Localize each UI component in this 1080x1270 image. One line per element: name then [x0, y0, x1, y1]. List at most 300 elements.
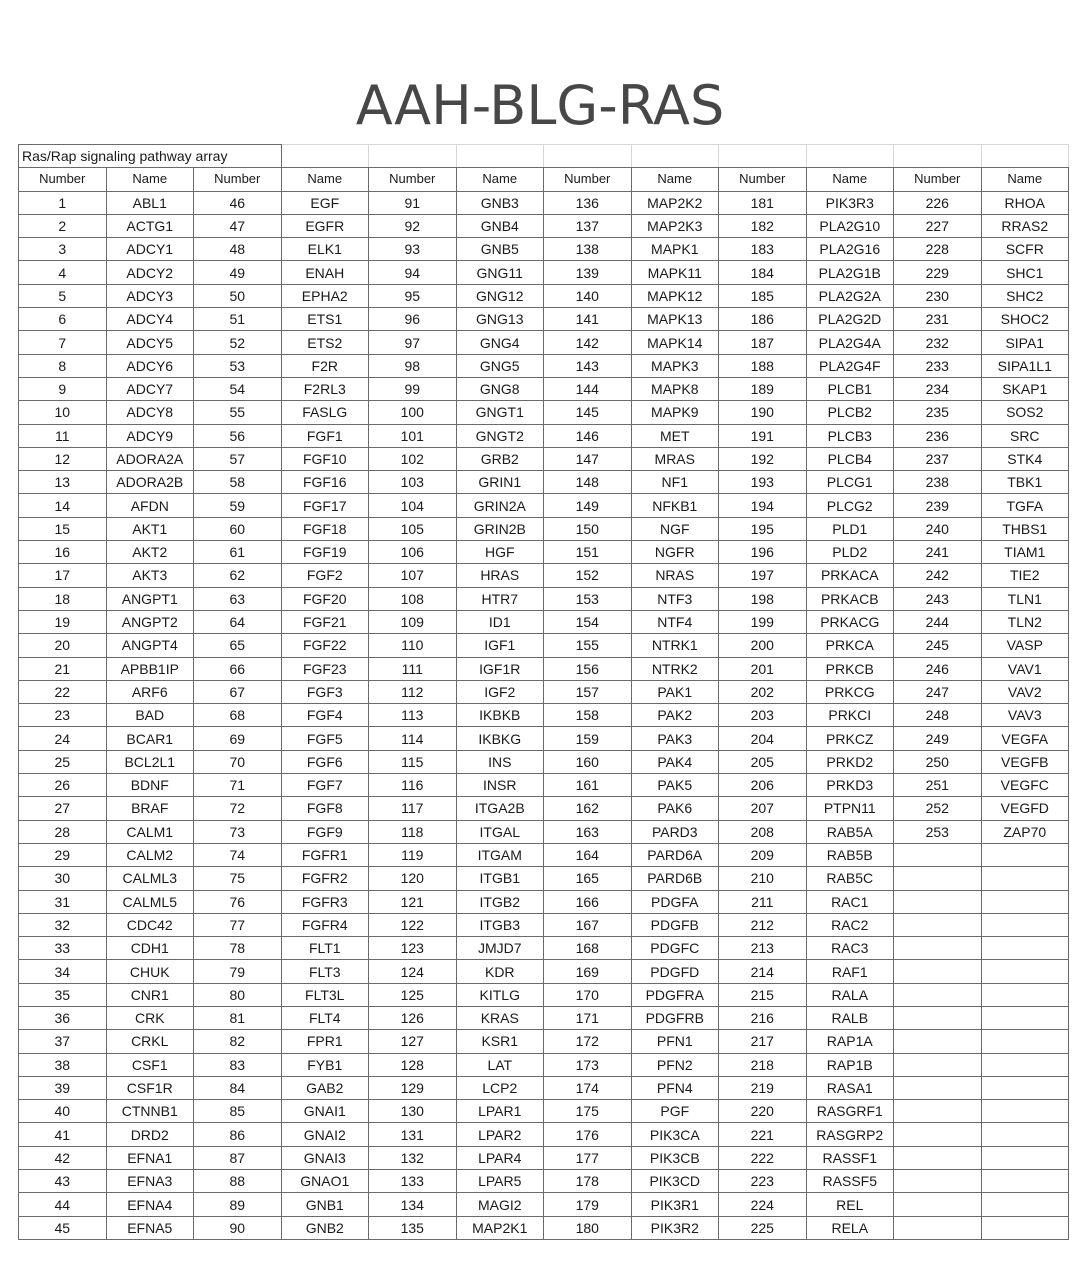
- gene-name-cell: PAK1: [631, 680, 719, 703]
- number-cell: 30: [19, 867, 107, 890]
- number-cell: 153: [544, 587, 632, 610]
- number-cell: 65: [194, 634, 282, 657]
- gene-name-cell: PDGFRB: [631, 1006, 719, 1029]
- gene-name-cell: FGF19: [281, 541, 369, 564]
- gene-name-cell: FGF4: [281, 704, 369, 727]
- header-number: Number: [19, 168, 107, 191]
- number-cell: 227: [894, 214, 982, 237]
- gene-name-cell: [981, 1006, 1069, 1029]
- number-cell: 25: [19, 750, 107, 773]
- gene-name-cell: GNB3: [456, 191, 544, 214]
- number-cell: 69: [194, 727, 282, 750]
- gene-name-cell: CRK: [106, 1006, 194, 1029]
- number-cell: 192: [719, 447, 807, 470]
- gene-name-cell: ADCY5: [106, 331, 194, 354]
- number-cell: [894, 867, 982, 890]
- number-cell: 61: [194, 541, 282, 564]
- table-row: [19, 750, 1069, 773]
- number-cell: 70: [194, 750, 282, 773]
- table-row: [19, 1053, 1069, 1076]
- gene-name-cell: MAPK13: [631, 308, 719, 331]
- gene-name-cell: FGF20: [281, 587, 369, 610]
- gene-name-cell: ADORA2A: [106, 447, 194, 470]
- number-cell: 241: [894, 541, 982, 564]
- number-cell: 64: [194, 610, 282, 633]
- number-cell: 34: [19, 960, 107, 983]
- header-number: Number: [894, 168, 982, 191]
- number-cell: 161: [544, 774, 632, 797]
- gene-name-cell: RELA: [806, 1216, 894, 1239]
- number-cell: 186: [719, 308, 807, 331]
- gene-name-cell: MAPK11: [631, 261, 719, 284]
- number-cell: 49: [194, 261, 282, 284]
- gene-name-cell: VASP: [981, 634, 1069, 657]
- number-cell: 236: [894, 424, 982, 447]
- number-cell: 244: [894, 610, 982, 633]
- number-cell: 229: [894, 261, 982, 284]
- number-cell: 22: [19, 680, 107, 703]
- number-cell: 162: [544, 797, 632, 820]
- number-cell: 145: [544, 401, 632, 424]
- number-cell: 14: [19, 494, 107, 517]
- gene-name-cell: [981, 960, 1069, 983]
- number-cell: 169: [544, 960, 632, 983]
- gene-name-cell: FLT1: [281, 937, 369, 960]
- gene-name-cell: FGF17: [281, 494, 369, 517]
- number-cell: 122: [369, 913, 457, 936]
- number-cell: 223: [719, 1170, 807, 1193]
- number-cell: 9: [19, 377, 107, 400]
- gene-name-cell: PARD6A: [631, 843, 719, 866]
- number-cell: 183: [719, 238, 807, 261]
- gene-name-cell: FGF21: [281, 610, 369, 633]
- table-row: [19, 727, 1069, 750]
- gene-name-cell: FGFR1: [281, 843, 369, 866]
- gene-name-cell: RAP1A: [806, 1030, 894, 1053]
- gene-name-cell: FGF16: [281, 471, 369, 494]
- gene-name-cell: PRKCG: [806, 680, 894, 703]
- number-cell: 102: [369, 447, 457, 470]
- number-cell: 108: [369, 587, 457, 610]
- gene-name-cell: ADCY2: [106, 261, 194, 284]
- number-cell: [894, 1030, 982, 1053]
- number-cell: 21: [19, 657, 107, 680]
- gene-name-cell: DRD2: [106, 1123, 194, 1146]
- number-cell: 199: [719, 610, 807, 633]
- number-cell: 247: [894, 680, 982, 703]
- gene-name-cell: LPAR1: [456, 1100, 544, 1123]
- gene-name-cell: RHOA: [981, 191, 1069, 214]
- number-cell: 79: [194, 960, 282, 983]
- number-cell: 128: [369, 1053, 457, 1076]
- number-cell: 87: [194, 1146, 282, 1169]
- gene-name-cell: BCL2L1: [106, 750, 194, 773]
- gene-name-cell: ENAH: [281, 261, 369, 284]
- number-cell: 225: [719, 1216, 807, 1239]
- gene-name-cell: NTRK2: [631, 657, 719, 680]
- gene-name-cell: MAGI2: [456, 1193, 544, 1216]
- number-cell: 90: [194, 1216, 282, 1239]
- gene-name-cell: FGF6: [281, 750, 369, 773]
- gene-name-cell: ITGA2B: [456, 797, 544, 820]
- number-cell: 136: [544, 191, 632, 214]
- number-cell: 154: [544, 610, 632, 633]
- gene-name-cell: FGF2: [281, 564, 369, 587]
- gene-name-cell: PRKCZ: [806, 727, 894, 750]
- gene-name-cell: FGF22: [281, 634, 369, 657]
- gene-name-cell: [981, 843, 1069, 866]
- number-cell: 77: [194, 913, 282, 936]
- number-cell: 55: [194, 401, 282, 424]
- number-cell: 105: [369, 517, 457, 540]
- table-row: [19, 774, 1069, 797]
- gene-name-cell: ELK1: [281, 238, 369, 261]
- number-cell: 234: [894, 377, 982, 400]
- gene-name-cell: KSR1: [456, 1030, 544, 1053]
- gene-name-cell: PIK3R1: [631, 1193, 719, 1216]
- number-cell: [894, 1006, 982, 1029]
- number-cell: 115: [369, 750, 457, 773]
- gene-name-cell: PRKD2: [806, 750, 894, 773]
- gene-name-cell: FGF9: [281, 820, 369, 843]
- number-cell: 109: [369, 610, 457, 633]
- number-cell: 221: [719, 1123, 807, 1146]
- number-cell: 178: [544, 1170, 632, 1193]
- gene-name-cell: NTRK1: [631, 634, 719, 657]
- gene-name-cell: CSF1: [106, 1053, 194, 1076]
- header-number: Number: [194, 168, 282, 191]
- number-cell: 52: [194, 331, 282, 354]
- number-cell: 252: [894, 797, 982, 820]
- number-cell: 240: [894, 517, 982, 540]
- number-cell: 155: [544, 634, 632, 657]
- table-row: [19, 1006, 1069, 1029]
- number-cell: 123: [369, 937, 457, 960]
- gene-name-cell: CSF1R: [106, 1076, 194, 1099]
- number-cell: 126: [369, 1006, 457, 1029]
- gene-name-cell: ADCY7: [106, 377, 194, 400]
- gene-name-cell: ID1: [456, 610, 544, 633]
- number-cell: 197: [719, 564, 807, 587]
- gene-name-cell: CDH1: [106, 937, 194, 960]
- gene-name-cell: ADCY9: [106, 424, 194, 447]
- number-cell: 98: [369, 354, 457, 377]
- number-cell: 116: [369, 774, 457, 797]
- gene-name-cell: PLCB2: [806, 401, 894, 424]
- number-cell: 191: [719, 424, 807, 447]
- gene-name-cell: IGF1: [456, 634, 544, 657]
- number-cell: 228: [894, 238, 982, 261]
- gene-name-cell: ADCY6: [106, 354, 194, 377]
- gene-name-cell: ITGB1: [456, 867, 544, 890]
- number-cell: 75: [194, 867, 282, 890]
- number-cell: 91: [369, 191, 457, 214]
- gene-name-cell: PLA2G4F: [806, 354, 894, 377]
- number-cell: 97: [369, 331, 457, 354]
- gene-name-cell: FGFR2: [281, 867, 369, 890]
- gene-name-cell: GRB2: [456, 447, 544, 470]
- header-name: Name: [806, 168, 894, 191]
- gene-name-cell: SOS2: [981, 401, 1069, 424]
- table-row: [19, 797, 1069, 820]
- number-cell: 173: [544, 1053, 632, 1076]
- gene-name-cell: GNG11: [456, 261, 544, 284]
- number-cell: 26: [19, 774, 107, 797]
- number-cell: 15: [19, 517, 107, 540]
- header-name: Name: [106, 168, 194, 191]
- number-cell: 117: [369, 797, 457, 820]
- number-cell: 47: [194, 214, 282, 237]
- gene-name-cell: BAD: [106, 704, 194, 727]
- gene-name-cell: GNG8: [456, 377, 544, 400]
- number-cell: 239: [894, 494, 982, 517]
- gene-name-cell: FGF8: [281, 797, 369, 820]
- gene-name-cell: BCAR1: [106, 727, 194, 750]
- number-cell: 133: [369, 1170, 457, 1193]
- number-cell: 203: [719, 704, 807, 727]
- number-cell: 59: [194, 494, 282, 517]
- number-cell: [894, 960, 982, 983]
- gene-name-cell: FASLG: [281, 401, 369, 424]
- header-number: Number: [719, 168, 807, 191]
- gene-name-cell: EFNA4: [106, 1193, 194, 1216]
- gene-name-cell: [981, 1100, 1069, 1123]
- number-cell: 135: [369, 1216, 457, 1239]
- number-cell: [894, 913, 982, 936]
- gene-name-cell: VEGFB: [981, 750, 1069, 773]
- gene-name-cell: GNG13: [456, 308, 544, 331]
- number-cell: 120: [369, 867, 457, 890]
- gene-name-cell: MAPK8: [631, 377, 719, 400]
- gene-name-cell: PIK3R2: [631, 1216, 719, 1239]
- gene-name-cell: CRKL: [106, 1030, 194, 1053]
- number-cell: [894, 1123, 982, 1146]
- gene-name-cell: RAC3: [806, 937, 894, 960]
- gene-name-cell: PRKACG: [806, 610, 894, 633]
- gene-name-cell: ZAP70: [981, 820, 1069, 843]
- gene-name-cell: RAB5A: [806, 820, 894, 843]
- gene-name-cell: KDR: [456, 960, 544, 983]
- gene-name-cell: GNG4: [456, 331, 544, 354]
- gene-name-cell: EFNA1: [106, 1146, 194, 1169]
- gene-name-cell: EPHA2: [281, 284, 369, 307]
- number-cell: 215: [719, 983, 807, 1006]
- gene-name-cell: PFN1: [631, 1030, 719, 1053]
- gene-name-cell: LPAR5: [456, 1170, 544, 1193]
- number-cell: 92: [369, 214, 457, 237]
- number-cell: 119: [369, 843, 457, 866]
- table-row: [19, 191, 1069, 214]
- gene-array-table: [18, 144, 1069, 1240]
- number-cell: 80: [194, 983, 282, 1006]
- gene-name-cell: PLD2: [806, 541, 894, 564]
- gene-name-cell: AFDN: [106, 494, 194, 517]
- number-cell: 57: [194, 447, 282, 470]
- number-cell: 113: [369, 704, 457, 727]
- gene-name-cell: MAPK14: [631, 331, 719, 354]
- table-row: [19, 541, 1069, 564]
- gene-name-cell: LCP2: [456, 1076, 544, 1099]
- number-cell: [894, 1053, 982, 1076]
- gene-name-cell: CALML3: [106, 867, 194, 890]
- gene-name-cell: INSR: [456, 774, 544, 797]
- gene-name-cell: PTPN11: [806, 797, 894, 820]
- gene-name-cell: GRIN1: [456, 471, 544, 494]
- gene-name-cell: EFNA3: [106, 1170, 194, 1193]
- gene-name-cell: ADCY1: [106, 238, 194, 261]
- number-cell: 156: [544, 657, 632, 680]
- gene-name-cell: PRKACB: [806, 587, 894, 610]
- gene-name-cell: MAP2K2: [631, 191, 719, 214]
- gene-name-cell: PLA2G1B: [806, 261, 894, 284]
- gene-name-cell: REL: [806, 1193, 894, 1216]
- number-cell: 23: [19, 704, 107, 727]
- number-cell: 212: [719, 913, 807, 936]
- number-cell: 101: [369, 424, 457, 447]
- gene-name-cell: TIAM1: [981, 541, 1069, 564]
- number-cell: 41: [19, 1123, 107, 1146]
- number-cell: 165: [544, 867, 632, 890]
- gene-name-cell: PARD3: [631, 820, 719, 843]
- gene-name-cell: [981, 1216, 1069, 1239]
- gene-name-cell: PFN4: [631, 1076, 719, 1099]
- number-cell: 160: [544, 750, 632, 773]
- number-cell: 208: [719, 820, 807, 843]
- gene-name-cell: RASGRF1: [806, 1100, 894, 1123]
- number-cell: 93: [369, 238, 457, 261]
- table-row: [19, 704, 1069, 727]
- number-cell: 24: [19, 727, 107, 750]
- gene-name-cell: LAT: [456, 1053, 544, 1076]
- number-cell: 6: [19, 308, 107, 331]
- gene-name-cell: IKBKB: [456, 704, 544, 727]
- number-cell: 13: [19, 471, 107, 494]
- gene-name-cell: GNB4: [456, 214, 544, 237]
- number-cell: 81: [194, 1006, 282, 1029]
- number-cell: 130: [369, 1100, 457, 1123]
- gene-name-cell: AKT1: [106, 517, 194, 540]
- number-cell: 190: [719, 401, 807, 424]
- number-cell: 20: [19, 634, 107, 657]
- table-row: [19, 634, 1069, 657]
- gene-name-cell: F2R: [281, 354, 369, 377]
- number-cell: 94: [369, 261, 457, 284]
- number-cell: 68: [194, 704, 282, 727]
- number-cell: 248: [894, 704, 982, 727]
- gene-name-cell: JMJD7: [456, 937, 544, 960]
- gene-name-cell: FGF10: [281, 447, 369, 470]
- number-cell: 163: [544, 820, 632, 843]
- gene-name-cell: HTR7: [456, 587, 544, 610]
- gene-name-cell: NFKB1: [631, 494, 719, 517]
- gene-name-cell: RAB5C: [806, 867, 894, 890]
- table-row: [19, 238, 1069, 261]
- gene-name-cell: NGFR: [631, 541, 719, 564]
- number-cell: 182: [719, 214, 807, 237]
- number-cell: 172: [544, 1030, 632, 1053]
- gene-name-cell: [981, 1170, 1069, 1193]
- gene-name-cell: MAPK9: [631, 401, 719, 424]
- gene-name-cell: PAK3: [631, 727, 719, 750]
- table-row: [19, 331, 1069, 354]
- number-cell: 78: [194, 937, 282, 960]
- table-row: [19, 610, 1069, 633]
- number-cell: 157: [544, 680, 632, 703]
- gene-name-cell: TIE2: [981, 564, 1069, 587]
- number-cell: 177: [544, 1146, 632, 1169]
- number-cell: 56: [194, 424, 282, 447]
- number-cell: 166: [544, 890, 632, 913]
- gene-name-cell: PIK3CA: [631, 1123, 719, 1146]
- gene-name-cell: ITGAL: [456, 820, 544, 843]
- number-cell: 66: [194, 657, 282, 680]
- gene-name-cell: ACTG1: [106, 214, 194, 237]
- number-cell: 187: [719, 331, 807, 354]
- gene-name-cell: ADCY3: [106, 284, 194, 307]
- number-cell: 218: [719, 1053, 807, 1076]
- gene-name-cell: VEGFA: [981, 727, 1069, 750]
- number-cell: 168: [544, 937, 632, 960]
- gene-name-cell: NTF4: [631, 610, 719, 633]
- number-cell: 35: [19, 983, 107, 1006]
- gene-name-cell: BRAF: [106, 797, 194, 820]
- gene-name-cell: PLCB4: [806, 447, 894, 470]
- gene-name-cell: ADCY8: [106, 401, 194, 424]
- gene-name-cell: PRKCA: [806, 634, 894, 657]
- gene-name-cell: [981, 1123, 1069, 1146]
- gene-name-cell: SHC1: [981, 261, 1069, 284]
- gene-name-cell: PRKD3: [806, 774, 894, 797]
- gene-name-cell: ANGPT4: [106, 634, 194, 657]
- gene-name-cell: PLA2G2D: [806, 308, 894, 331]
- header-number: Number: [369, 168, 457, 191]
- number-cell: 184: [719, 261, 807, 284]
- gene-name-cell: MET: [631, 424, 719, 447]
- gene-name-cell: VAV1: [981, 657, 1069, 680]
- gene-name-cell: GNB5: [456, 238, 544, 261]
- number-cell: 19: [19, 610, 107, 633]
- number-cell: 132: [369, 1146, 457, 1169]
- number-cell: 200: [719, 634, 807, 657]
- number-cell: 58: [194, 471, 282, 494]
- number-cell: 205: [719, 750, 807, 773]
- gene-name-cell: ADCY4: [106, 308, 194, 331]
- gene-name-cell: [981, 983, 1069, 1006]
- number-cell: 141: [544, 308, 632, 331]
- number-cell: 114: [369, 727, 457, 750]
- number-cell: [894, 1146, 982, 1169]
- table-row: [19, 867, 1069, 890]
- number-cell: [894, 890, 982, 913]
- gene-name-cell: INS: [456, 750, 544, 773]
- number-cell: 1: [19, 191, 107, 214]
- number-cell: 96: [369, 308, 457, 331]
- number-cell: 63: [194, 587, 282, 610]
- number-cell: 238: [894, 471, 982, 494]
- number-cell: 237: [894, 447, 982, 470]
- number-cell: 224: [719, 1193, 807, 1216]
- gene-name-cell: THBS1: [981, 517, 1069, 540]
- gene-name-cell: PAK6: [631, 797, 719, 820]
- gene-name-cell: KITLG: [456, 983, 544, 1006]
- gene-name-cell: FLT3: [281, 960, 369, 983]
- number-cell: 158: [544, 704, 632, 727]
- gene-name-cell: HRAS: [456, 564, 544, 587]
- number-cell: 45: [19, 1216, 107, 1239]
- number-cell: 149: [544, 494, 632, 517]
- number-cell: 198: [719, 587, 807, 610]
- number-cell: 83: [194, 1053, 282, 1076]
